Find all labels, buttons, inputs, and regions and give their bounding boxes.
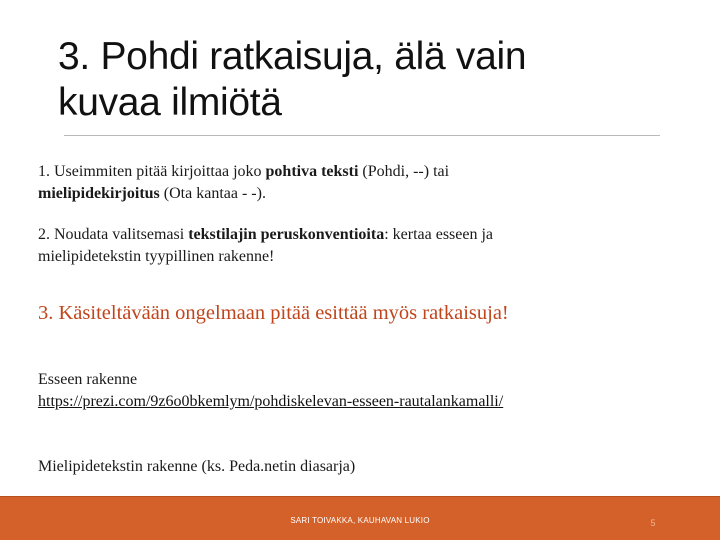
paragraph-1 [38, 161, 668, 205]
title-line-2: kuvaa ilmiötä [58, 81, 282, 124]
slide-title [58, 34, 658, 126]
prezi-link[interactable]: https://prezi.com/9z6o0bkemlym/pohdiskelevan-esseen-rautalankamalli/ [38, 393, 504, 410]
p1-text-e: (Ota kantaa - -). [159, 185, 266, 202]
p2-text-a: 2. Noudata valitsemasi [38, 226, 189, 243]
p1-text-c: (Pohdi, --) tai [358, 163, 450, 180]
paragraph-4 [38, 369, 668, 413]
p1-text-a: 1. Useimmiten pitää kirjoittaa joko [38, 163, 266, 180]
p2-text-d: mielipidetekstin tyypillinen rakenne! [38, 248, 275, 265]
p1-bold-d: mielipidekirjoitus [38, 185, 160, 202]
page-number: 5 [650, 518, 656, 528]
paragraph-2 [38, 224, 668, 268]
paragraph-3-highlight: 3. Käsiteltävään ongelmaan pitää esittää myös ratkaisuja! [38, 302, 509, 324]
title-divider [64, 135, 660, 136]
footer-author: SARI TOIVAKKA, KAUHAVAN LUKIO [290, 516, 430, 525]
p2-bold-b: tekstilajin peruskonventioita [188, 226, 385, 243]
p2-text-c: : kertaa esseen ja [384, 226, 494, 243]
title-line-1: 3. Pohdi ratkaisuja, älä vain [58, 35, 527, 78]
paragraph-5: Mielipidetekstin rakenne (ks. Peda.netin diasarja) [38, 458, 356, 475]
essay-structure-label: Esseen rakenne [38, 371, 138, 388]
p1-bold-b: pohtiva teksti [265, 163, 359, 180]
